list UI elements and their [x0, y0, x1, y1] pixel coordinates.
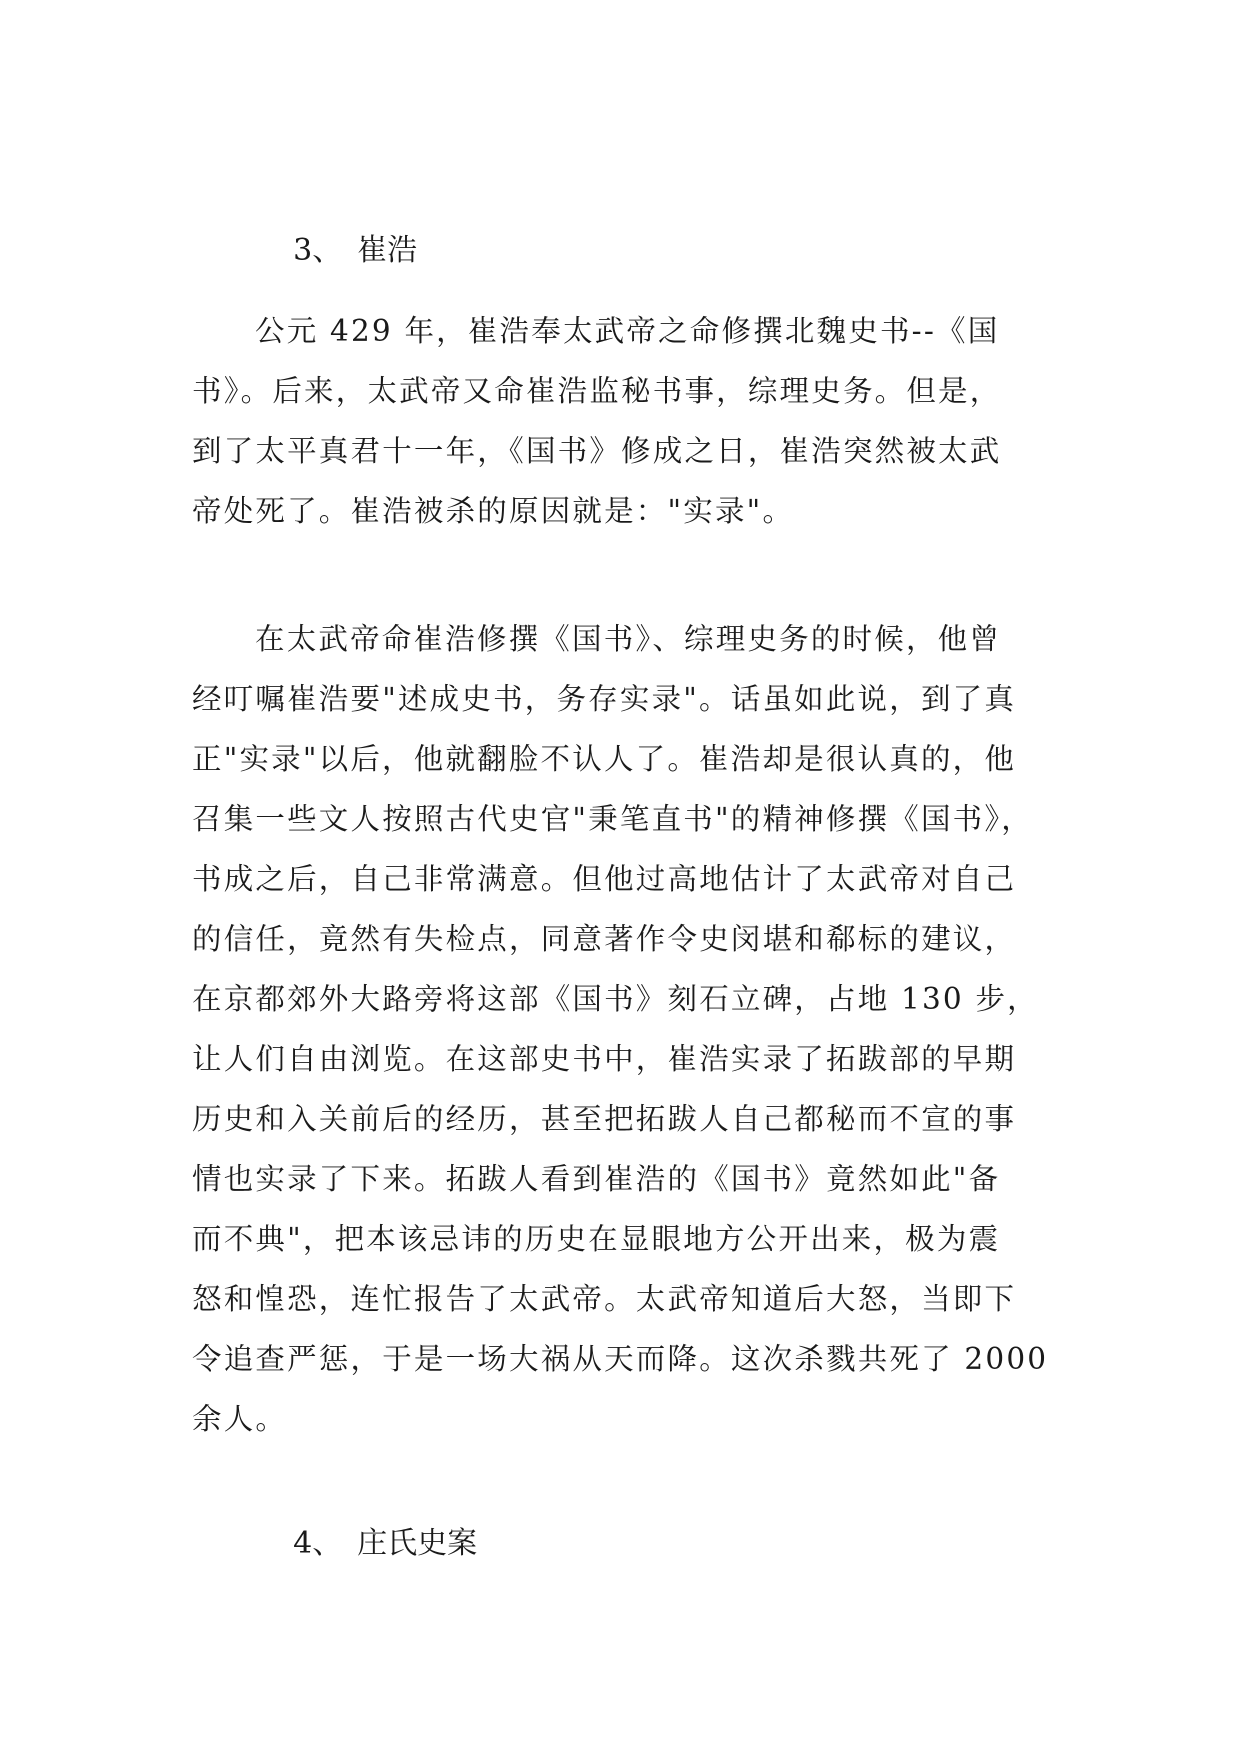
section-number: 4、	[293, 1526, 343, 1561]
section-heading-4	[255, 1493, 477, 1595]
paragraph-line: 让人们自由浏览。在这部史书中，崔浩实录了拓跋部的早期	[192, 1042, 1017, 1076]
paragraph-line: 令追查严惩，于是一场大祸从天而降。这次杀戮共死了 2000	[192, 1342, 1049, 1376]
paragraph-line: 召集一些文人按照古代史官"秉笔直书"的精神修撰《国书》，	[192, 802, 1033, 836]
paragraph	[192, 609, 1050, 1449]
paragraph-line: 在太武帝命崔浩修撰《国书》、综理史务的时候，他曾	[255, 622, 1002, 656]
paragraph-line: 的信任，竟然有失检点，同意著作令史闵堪和郗标的建议，	[192, 922, 1017, 956]
paragraph-line: 正"实录"以后，他就翻脸不认人了。崔浩却是很认真的，他	[192, 742, 1017, 776]
paragraph	[192, 301, 1050, 541]
section-title: 庄氏史案	[357, 1526, 478, 1561]
paragraph-line: 书》。后来，太武帝又命崔浩监秘书事，综理史务。但是，	[192, 374, 1002, 408]
paragraph-line: 怒和惶恐，连忙报告了太武帝。太武帝知道后大怒，当即下	[192, 1282, 1017, 1316]
paragraph-line: 帝处死了。崔浩被杀的原因就是："实录"。	[192, 494, 795, 528]
paragraph-line: 公元 429 年，崔浩奉太武帝之命修撰北魏史书--《国	[255, 314, 1000, 348]
paragraph-line: 到了太平真君十一年，《国书》修成之日，崔浩突然被太武	[192, 434, 1002, 468]
paragraph-line: 在京都郊外大路旁将这部《国书》刻石立碑，占地 130 步，	[192, 982, 1039, 1016]
paragraph-line: 情也实录了下来。拓跋人看到崔浩的《国书》竟然如此"备	[192, 1162, 1001, 1196]
paragraph-line: 余人。	[192, 1402, 288, 1436]
paragraph-line: 书成之后，自己非常满意。但他过高地估计了太武帝对自己	[192, 862, 1017, 896]
paragraph-line: 经叮嘱崔浩要"述成史书，务存实录"。话虽如此说，到了真	[192, 682, 1017, 716]
section-number: 3、	[293, 233, 343, 268]
paragraph-line: 而不典"，把本该忌讳的历史在显眼地方公开出来，极为震	[192, 1222, 1001, 1256]
paragraph-line: 历史和入关前后的经历，甚至把拓跋人自己都秘而不宣的事	[192, 1102, 1017, 1136]
section-heading-3	[255, 200, 417, 302]
section-title: 崔浩	[357, 233, 418, 268]
